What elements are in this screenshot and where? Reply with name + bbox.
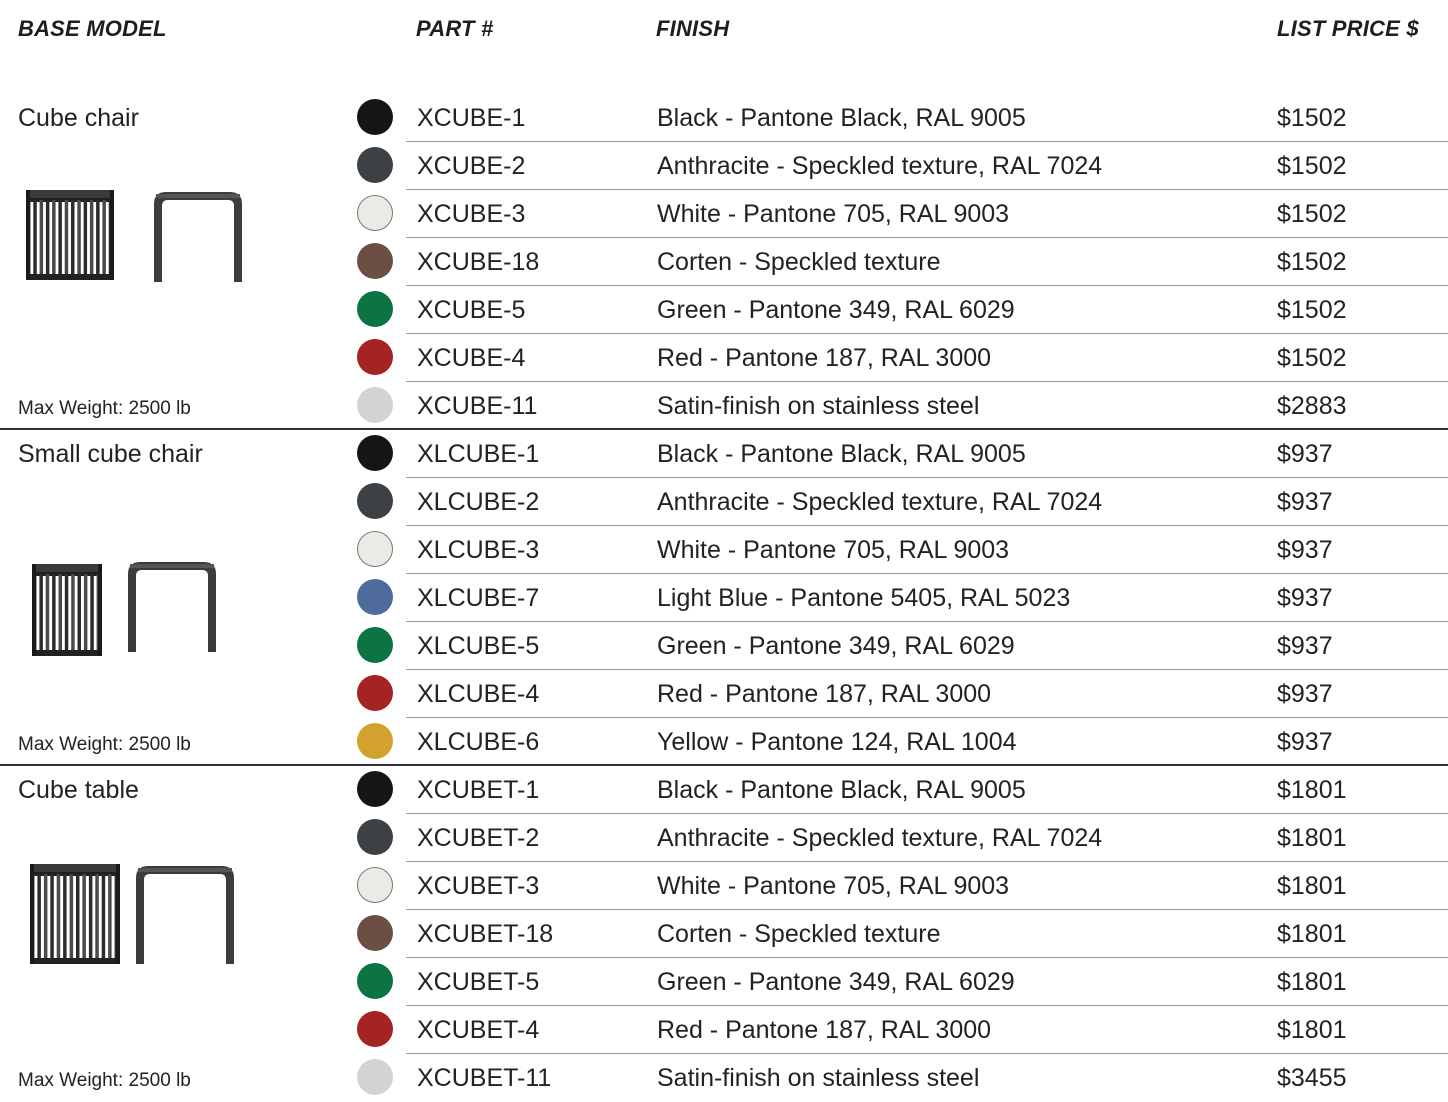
list-price: $1502 [1277,296,1347,324]
color-swatch [357,99,393,135]
finish-description: Corten - Speckled texture [657,248,941,276]
list-price: $1801 [1277,872,1347,900]
table-row [0,766,1448,814]
part-number: XLCUBE-7 [417,584,540,612]
color-swatch [357,243,393,279]
table-row [0,430,1448,478]
part-number: XCUBE-2 [417,152,526,180]
color-swatch [357,435,393,471]
table-row [0,526,1448,574]
part-number: XLCUBE-4 [417,680,540,708]
list-price: $1502 [1277,344,1347,372]
max-weight-note: Max Weight: 2500 lb [18,398,191,419]
table-row [0,478,1448,526]
table-row [0,190,1448,238]
part-number: XCUBET-18 [417,920,554,948]
part-number: XCUBE-18 [417,248,540,276]
list-price: $2883 [1277,392,1347,420]
part-number: XCUBE-4 [417,344,526,372]
finish-description: Green - Pantone 349, RAL 6029 [657,632,1015,660]
table-row [0,862,1448,910]
list-price: $1502 [1277,152,1347,180]
color-swatch [357,483,393,519]
finish-description: Satin-finish on stainless steel [657,392,980,420]
color-swatch [357,771,393,807]
finish-description: White - Pantone 705, RAL 9003 [657,200,1010,228]
table-row [0,622,1448,670]
table-row [0,910,1448,958]
finish-description: Corten - Speckled texture [657,920,941,948]
table-row [0,286,1448,334]
finish-description: Satin-finish on stainless steel [657,1064,980,1092]
product-group [0,428,1448,766]
color-swatch [357,387,393,423]
part-number: XCUBE-5 [417,296,526,324]
table-row [0,1006,1448,1054]
color-swatch [357,195,393,231]
product-name: Cube chair [18,104,139,132]
product-group [0,764,1448,1102]
finish-description: Black - Pantone Black, RAL 9005 [657,776,1026,804]
list-price: $3455 [1277,1064,1347,1092]
color-swatch [357,291,393,327]
part-number: XCUBET-1 [417,776,540,804]
finish-description: White - Pantone 705, RAL 9003 [657,536,1010,564]
product-name: Cube table [18,776,139,804]
list-price: $1801 [1277,824,1347,852]
finish-description: Green - Pantone 349, RAL 6029 [657,296,1015,324]
header-finish: FINISH [656,16,730,41]
list-price: $1801 [1277,920,1347,948]
list-price: $937 [1277,536,1333,564]
part-number: XCUBE-1 [417,104,526,132]
finish-description: Light Blue - Pantone 5405, RAL 5023 [657,584,1071,612]
list-price: $1801 [1277,1016,1347,1044]
table-row [0,142,1448,190]
part-number: XCUBE-3 [417,200,526,228]
table-row [0,814,1448,862]
list-price: $1502 [1277,200,1347,228]
color-swatch [357,723,393,759]
product-name: Small cube chair [18,440,203,468]
part-number: XCUBET-2 [417,824,540,852]
part-number: XCUBET-4 [417,1016,540,1044]
finish-description: Red - Pantone 187, RAL 3000 [657,1016,992,1044]
table-row [0,958,1448,1006]
list-price: $937 [1277,632,1333,660]
finish-description: Anthracite - Speckled texture, RAL 7024 [657,152,1103,180]
color-swatch [357,867,393,903]
table-row [0,574,1448,622]
finish-description: White - Pantone 705, RAL 9003 [657,872,1010,900]
product-group [0,94,1448,430]
header-part-number: PART # [416,16,494,41]
finish-description: Black - Pantone Black, RAL 9005 [657,104,1026,132]
color-swatch [357,1059,393,1095]
table-row [0,718,1448,766]
finish-description: Anthracite - Speckled texture, RAL 7024 [657,488,1103,516]
color-swatch [357,627,393,663]
part-number: XCUBET-3 [417,872,540,900]
finish-description: Red - Pantone 187, RAL 3000 [657,344,992,372]
part-number: XLCUBE-6 [417,728,540,756]
list-price: $937 [1277,680,1333,708]
finish-description: Black - Pantone Black, RAL 9005 [657,440,1026,468]
color-swatch [357,147,393,183]
max-weight-note: Max Weight: 2500 lb [18,734,191,755]
list-price: $937 [1277,488,1333,516]
header-list-price: LIST PRICE $ [1277,16,1419,41]
list-price: $1801 [1277,968,1347,996]
part-number: XLCUBE-2 [417,488,540,516]
table-row [0,670,1448,718]
color-swatch [357,675,393,711]
table-row [0,382,1448,430]
header-base-model: BASE MODEL [18,16,167,41]
table-row [0,1054,1448,1102]
color-swatch [357,963,393,999]
part-number: XCUBE-11 [417,392,538,420]
part-number: XCUBET-5 [417,968,540,996]
part-number: XLCUBE-5 [417,632,540,660]
color-swatch [357,1011,393,1047]
list-price: $937 [1277,440,1333,468]
table-row [0,334,1448,382]
part-number: XLCUBE-1 [417,440,540,468]
color-swatch [357,579,393,615]
finish-description: Green - Pantone 349, RAL 6029 [657,968,1015,996]
color-swatch [357,531,393,567]
color-swatch [357,915,393,951]
max-weight-note: Max Weight: 2500 lb [18,1070,191,1091]
part-number: XCUBET-11 [417,1064,552,1092]
finish-description: Red - Pantone 187, RAL 3000 [657,680,992,708]
finish-description: Anthracite - Speckled texture, RAL 7024 [657,824,1103,852]
table-row [0,238,1448,286]
part-number: XLCUBE-3 [417,536,540,564]
list-price: $937 [1277,728,1333,756]
color-swatch [357,339,393,375]
list-price: $1502 [1277,104,1347,132]
table-row [0,94,1448,142]
list-price: $1801 [1277,776,1347,804]
finish-description: Yellow - Pantone 124, RAL 1004 [657,728,1017,756]
color-swatch [357,819,393,855]
list-price: $937 [1277,584,1333,612]
list-price: $1502 [1277,248,1347,276]
